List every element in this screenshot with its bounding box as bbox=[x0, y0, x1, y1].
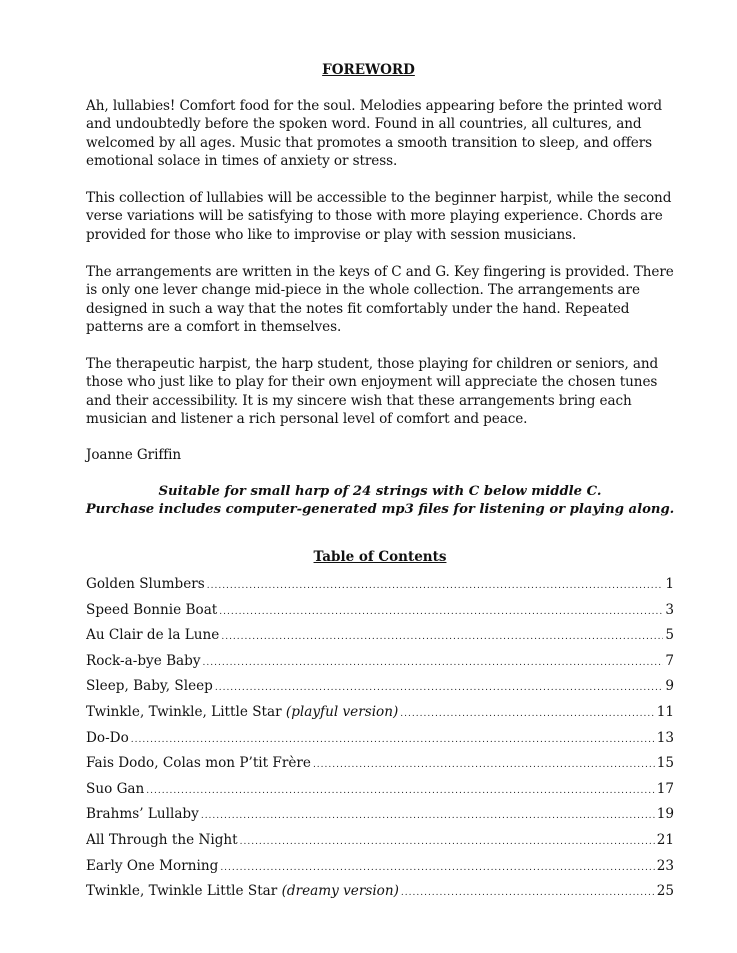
toc-page-number: 3 bbox=[665, 601, 674, 618]
toc-entry[interactable] bbox=[86, 781, 674, 807]
table-of-contents bbox=[86, 576, 674, 909]
foreword-paragraph-2: This collection of lullabies will be accessible to the beginner harpist, while the second verse variations will be satisfying to those with more playing experience. Chords are provided for those who like to improvise or play with session musicians. bbox=[86, 190, 672, 243]
toc-leader-dots bbox=[220, 863, 654, 873]
toc-entry[interactable] bbox=[86, 602, 674, 628]
toc-entry[interactable] bbox=[86, 883, 674, 909]
toc-leader-dots bbox=[207, 581, 664, 591]
toc-entry-title: All Through the Night bbox=[86, 831, 238, 848]
toc-page-number: 1 bbox=[665, 576, 674, 592]
toc-entry[interactable] bbox=[86, 832, 674, 858]
toc-leader-dots bbox=[131, 735, 655, 745]
signature: Joanne Griffin bbox=[86, 447, 182, 463]
toc-entry-title: Early One Morning bbox=[86, 857, 219, 874]
toc-entry-title: Rock-a-bye Baby bbox=[86, 652, 201, 669]
toc-entry[interactable] bbox=[86, 806, 674, 832]
toc-page-number: 7 bbox=[665, 652, 674, 669]
toc-leader-dots bbox=[240, 837, 655, 847]
toc-page-number: 5 bbox=[665, 627, 674, 644]
toc-page-number: 19 bbox=[656, 806, 674, 823]
toc-leader-dots bbox=[203, 658, 664, 668]
toc-leader-dots bbox=[219, 607, 663, 617]
toc-entry[interactable] bbox=[86, 653, 674, 679]
toc-leader-dots bbox=[201, 811, 655, 821]
toc-entry-title: Twinkle, Twinkle Little Star (dreamy version) bbox=[86, 883, 399, 900]
foreword-paragraph-3: The arrangements are written in the keys of C and G. Key fingering is provided. There is only one lever change mid-piece in the whole collection. The arrangements are designed in such a way that the notes fit comfortably under the hand. Repeated patterns are a comfort in themselves. bbox=[86, 264, 674, 336]
toc-leader-dots bbox=[146, 786, 654, 796]
foreword-paragraph-4: The therapeutic harpist, the harp student, those playing for children or seniors, and those who just like to play for their own enjoyment will appreciate the chosen tunes and their accessibility. It is my sincere wish that these arrangements bring each musician and listener a rich personal level of comfort and peace. bbox=[86, 356, 659, 428]
toc-page-number: 13 bbox=[656, 729, 674, 746]
toc-entry-title: Speed Bonnie Boat bbox=[86, 601, 218, 618]
toc-entry[interactable] bbox=[86, 755, 674, 781]
toc-entry-title: Do-Do bbox=[86, 729, 129, 746]
toc-page-number: 11 bbox=[656, 703, 674, 720]
toc-leader-dots bbox=[313, 760, 655, 770]
toc-entry-title: Golden Slumbers bbox=[86, 576, 205, 592]
toc-entry-title: Fais Dodo, Colas mon P’tit Frère bbox=[86, 755, 311, 772]
toc-page-number: 17 bbox=[656, 780, 674, 797]
toc-entry-title: Twinkle, Twinkle, Little Star (playful version) bbox=[86, 703, 399, 720]
toc-entry[interactable] bbox=[86, 730, 674, 756]
harp-requirement-note: Suitable for small harp of 24 strings with C below middle C. bbox=[158, 484, 602, 499]
toc-entry-title: Au Clair de la Lune bbox=[86, 627, 220, 644]
toc-leader-dots bbox=[401, 888, 655, 898]
toc-entry-title: Suo Gan bbox=[86, 780, 145, 797]
toc-entry[interactable] bbox=[86, 858, 674, 884]
toc-entry-title: Sleep, Baby, Sleep bbox=[86, 678, 213, 695]
toc-page-number: 9 bbox=[665, 678, 674, 695]
toc-entry[interactable] bbox=[86, 704, 674, 730]
toc-page-number: 21 bbox=[656, 831, 674, 848]
toc-page-number: 25 bbox=[656, 883, 674, 900]
foreword-heading: FOREWORD bbox=[322, 62, 415, 78]
toc-entry[interactable] bbox=[86, 627, 674, 653]
toc-entry-title: Brahms’ Lullaby bbox=[86, 806, 199, 823]
mp3-note: Purchase includes computer-generated mp3 files for listening or playing along. bbox=[85, 502, 675, 517]
toc-heading: Table of Contents bbox=[313, 549, 447, 565]
toc-page-number: 23 bbox=[656, 857, 674, 874]
foreword-paragraph-1: Ah, lullabies! Comfort food for the soul. Melodies appearing before the printed word and undoubtedly before the spoken word. Found in all countries, all cultures, and welcomed by all ages. Music that promotes a smooth transition to sleep, and offers emotional solace in times of anxiety or stress. bbox=[86, 98, 662, 170]
toc-leader-dots bbox=[215, 683, 663, 693]
toc-leader-dots bbox=[221, 632, 663, 642]
toc-page-number: 15 bbox=[656, 755, 674, 772]
toc-entry[interactable] bbox=[86, 678, 674, 704]
toc-leader-dots bbox=[400, 709, 654, 719]
toc-entry[interactable] bbox=[86, 576, 674, 602]
